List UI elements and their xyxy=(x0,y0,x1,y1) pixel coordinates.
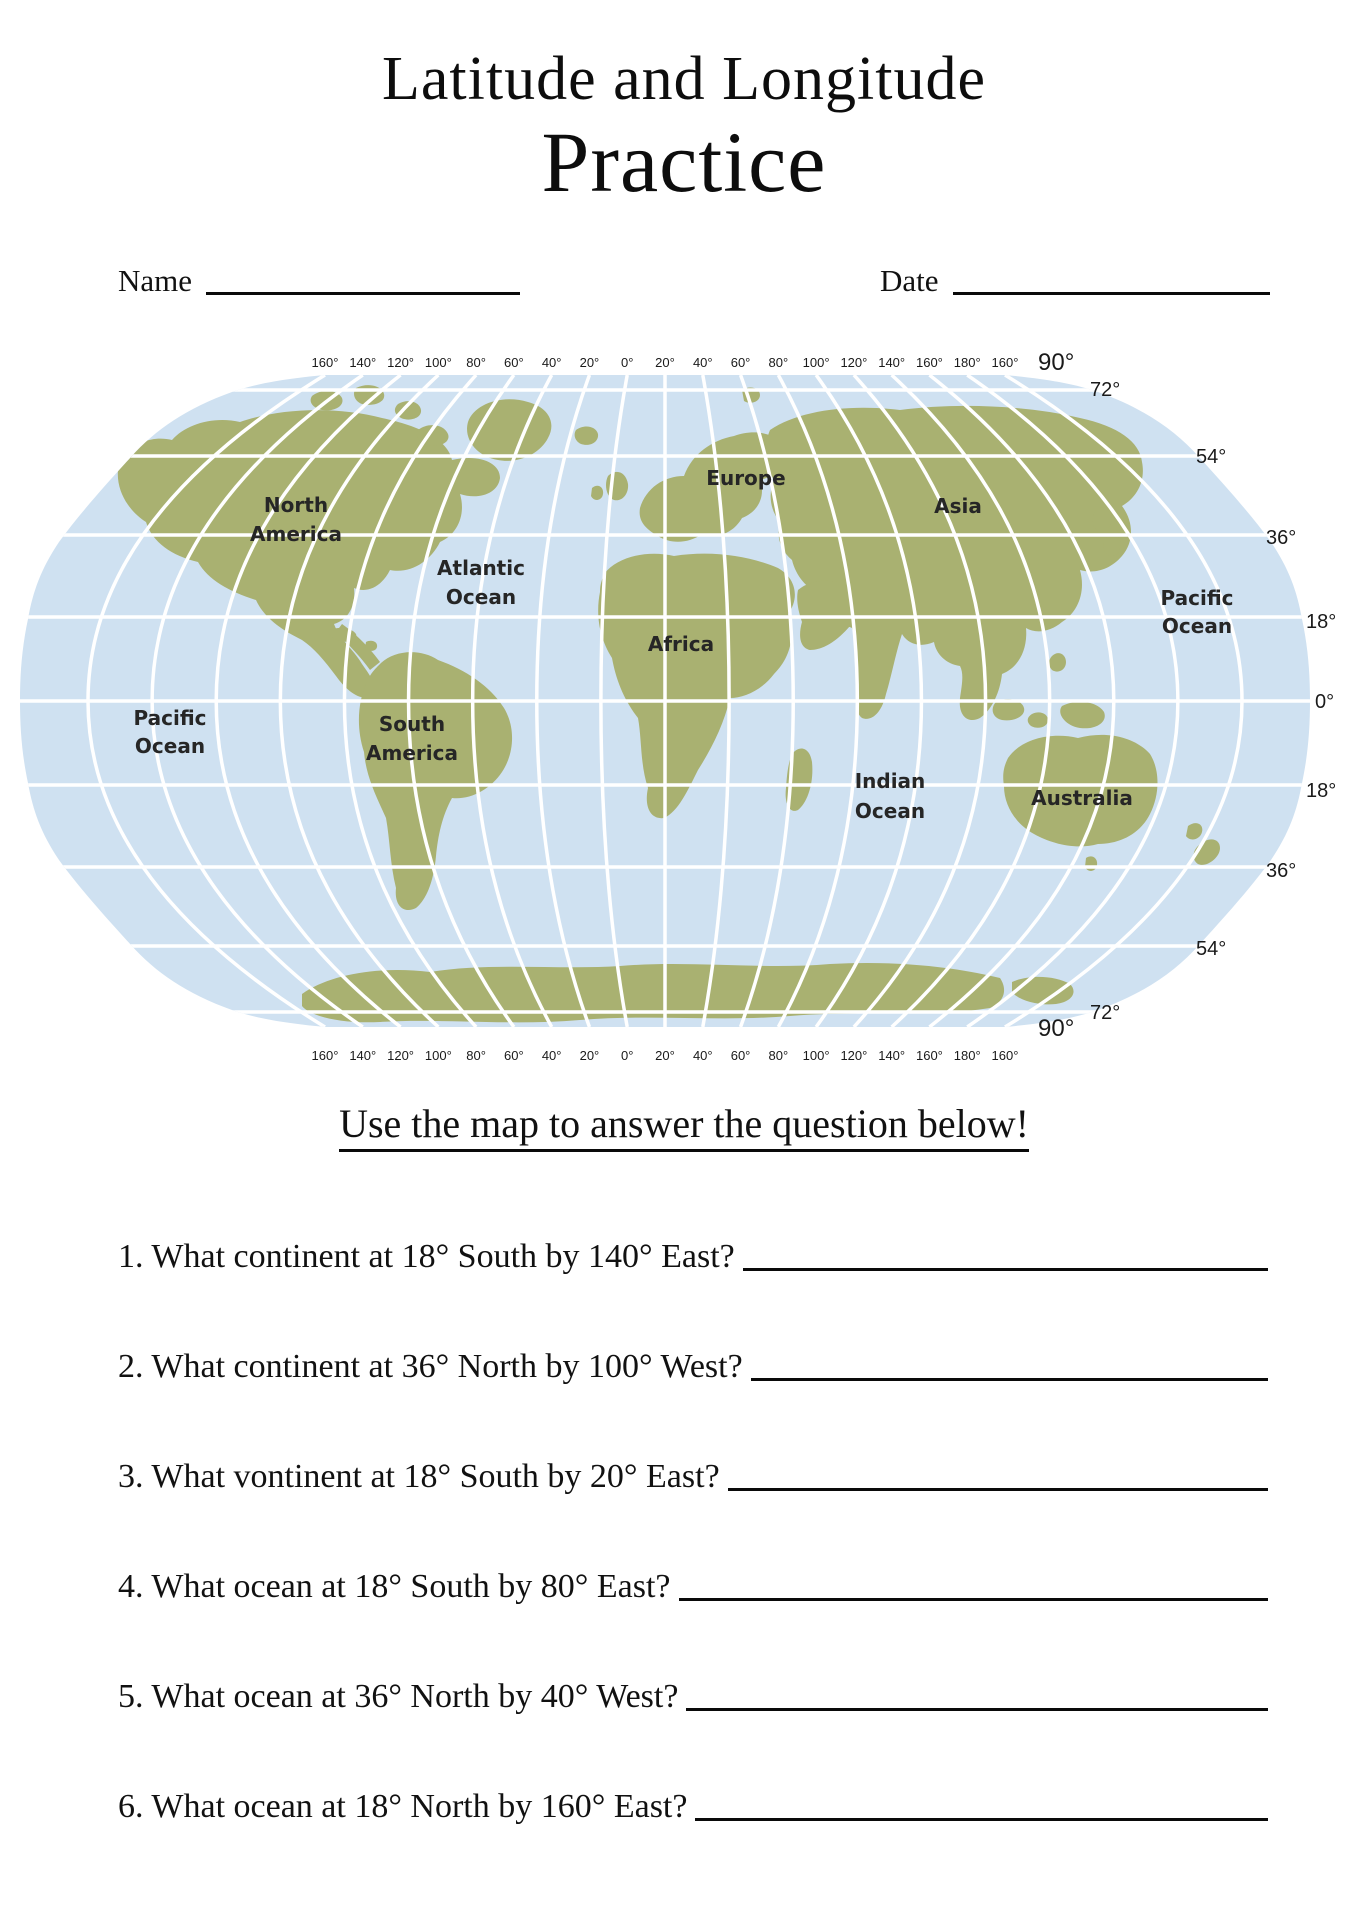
question-3 xyxy=(118,1448,1268,1496)
pacific-ocean-west-label-line1: Pacific xyxy=(133,706,207,730)
longitude-label: 80° xyxy=(466,355,486,370)
top-longitude-labels xyxy=(312,355,1019,370)
longitude-label: 140° xyxy=(349,355,377,370)
latitude-label-90n: 90° xyxy=(1038,349,1075,376)
longitude-label: 60° xyxy=(730,355,751,370)
south-america-label-line1: South xyxy=(378,712,446,736)
longitude-label: 160° xyxy=(311,355,339,370)
longitude-label: 100° xyxy=(802,355,830,370)
longitude-label: 140° xyxy=(878,355,906,370)
longitude-label: 160° xyxy=(915,1048,943,1063)
africa-label: Africa xyxy=(647,632,715,656)
longitude-label: 160° xyxy=(991,355,1019,370)
longitude-label: 160° xyxy=(311,1048,339,1063)
question-5-answer-line xyxy=(686,1678,1268,1711)
atlantic-ocean-label-line2: Ocean xyxy=(445,585,517,609)
question-2 xyxy=(118,1338,1268,1386)
world-map xyxy=(0,330,1368,1100)
longitude-label: 100° xyxy=(802,1048,830,1063)
latitude-label-18s: 18° xyxy=(1306,780,1337,802)
question-6 xyxy=(118,1778,1268,1826)
australia-label: Australia xyxy=(1031,786,1133,810)
longitude-label: 120° xyxy=(840,1048,868,1063)
longitude-label: 0° xyxy=(621,1048,634,1063)
longitude-label: 40° xyxy=(541,1048,562,1063)
latitude-label-36s: 36° xyxy=(1266,860,1297,882)
longitude-label: 20° xyxy=(579,1048,600,1063)
longitude-label: 120° xyxy=(840,355,868,370)
latitude-label-0: 0° xyxy=(1315,691,1335,713)
europe-label: Europe xyxy=(706,466,786,490)
longitude-label: 80° xyxy=(768,355,789,370)
latitude-label-54s: 54° xyxy=(1196,938,1227,960)
longitude-label: 20° xyxy=(655,355,675,370)
longitude-label: 20° xyxy=(579,355,600,370)
longitude-label: 40° xyxy=(541,355,562,370)
latitude-label-72s: 72° xyxy=(1090,1002,1121,1024)
indian-ocean-label-line2: Ocean xyxy=(854,799,926,823)
question-2-text: 2. What continent at 36° North by 100° West? xyxy=(118,1348,743,1385)
date-field xyxy=(880,262,1270,299)
question-4-answer-line xyxy=(679,1568,1269,1601)
latitude-label-54n: 54° xyxy=(1196,446,1227,468)
latitude-label-36n: 36° xyxy=(1266,527,1297,549)
question-3-answer-line xyxy=(728,1458,1268,1491)
longitude-label: 180° xyxy=(953,355,981,370)
name-field xyxy=(118,262,520,299)
north-america-label-line1: North xyxy=(263,493,329,517)
indian-ocean-label-line1: Indian xyxy=(854,769,926,793)
longitude-label: 40° xyxy=(692,1048,713,1063)
longitude-label: 40° xyxy=(692,355,713,370)
date-label: Date xyxy=(880,263,939,298)
pacific-ocean-east-label-line2: Ocean xyxy=(1161,614,1233,638)
question-6-answer-line xyxy=(695,1788,1268,1821)
question-1-answer-line xyxy=(743,1238,1268,1271)
latitude-label-18n: 18° xyxy=(1306,611,1337,633)
south-america-label-line2: America xyxy=(366,741,458,765)
longitude-label: 100° xyxy=(424,355,452,370)
question-5 xyxy=(118,1668,1268,1716)
asia-label: Asia xyxy=(934,494,982,518)
longitude-label: 180° xyxy=(953,1048,981,1063)
longitude-label: 80° xyxy=(466,1048,486,1063)
page-title-line1: Latitude and Longitude xyxy=(382,45,986,113)
instruction-heading: Use the map to answer the question below! xyxy=(0,1100,1368,1147)
longitude-label: 120° xyxy=(387,1048,415,1063)
question-2-answer-line xyxy=(751,1348,1268,1381)
bottom-longitude-labels xyxy=(312,1048,1019,1063)
pacific-ocean-east-label-line1: Pacific xyxy=(1160,586,1234,610)
longitude-label: 0° xyxy=(621,355,634,370)
pacific-ocean-west-label-line2: Ocean xyxy=(134,734,206,758)
page-title-line2: Practice xyxy=(541,114,827,210)
longitude-label: 140° xyxy=(878,1048,906,1063)
date-blank-line xyxy=(953,262,1270,295)
longitude-label: 160° xyxy=(915,355,943,370)
question-4-text: 4. What ocean at 18° South by 80° East? xyxy=(118,1568,671,1605)
question-5-text: 5. What ocean at 36° North by 40° West? xyxy=(118,1678,679,1715)
question-3-text: 3. What vontinent at 18° South by 20° East? xyxy=(118,1458,720,1495)
latitude-label-72n: 72° xyxy=(1090,379,1121,401)
question-1 xyxy=(118,1228,1268,1276)
longitude-label: 160° xyxy=(991,1048,1019,1063)
question-4 xyxy=(118,1558,1268,1606)
longitude-label: 120° xyxy=(387,355,415,370)
longitude-label: 20° xyxy=(655,1048,675,1063)
name-blank-line xyxy=(206,262,520,295)
atlantic-ocean-label-line1: Atlantic xyxy=(437,556,525,580)
longitude-label: 140° xyxy=(349,1048,377,1063)
longitude-label: 80° xyxy=(768,1048,789,1063)
longitude-label: 60° xyxy=(504,1048,524,1063)
name-label: Name xyxy=(118,263,193,298)
longitude-label: 100° xyxy=(424,1048,452,1063)
north-america-label-line2: America xyxy=(250,522,342,546)
longitude-label: 60° xyxy=(504,355,524,370)
question-6-text: 6. What ocean at 18° North by 160° East? xyxy=(118,1788,688,1825)
longitude-label: 60° xyxy=(730,1048,751,1063)
question-1-text: 1. What continent at 18° South by 140° East? xyxy=(118,1238,735,1275)
latitude-label-90s: 90° xyxy=(1038,1015,1075,1042)
